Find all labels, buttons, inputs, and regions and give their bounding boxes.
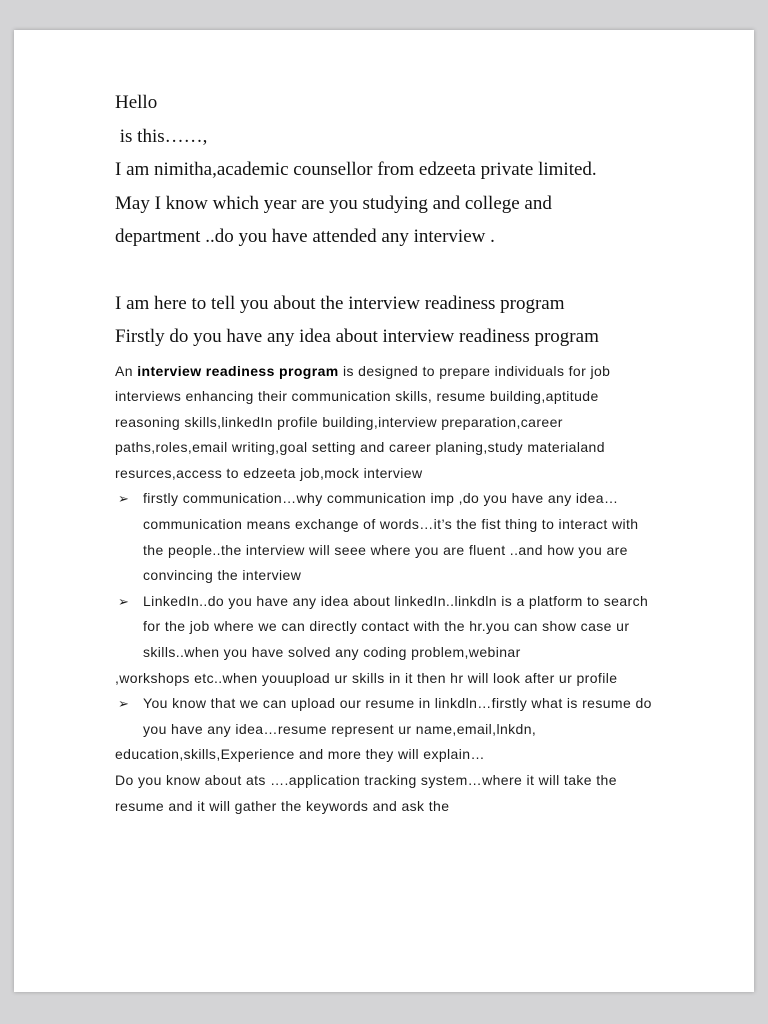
bullet-text-communication: firstly communication…why communication imp ,do you have any idea…communication means exchange of words…it’s the fist thing to interact with the people..the interview will seee where you are fluent ..and how you are convincing the interview xyxy=(143,490,639,584)
bullet-item-communication xyxy=(115,486,655,588)
continuation-workshops: ,workshops etc..when youupload ur skills in it then hr will look after ur profile xyxy=(115,669,618,686)
intro-line-5: department ..do you have attended any interview . xyxy=(115,226,495,247)
intro-line-4: May I know which year are you studying and college and xyxy=(115,192,552,214)
section-line-1: I am here to tell you about the interview readiness program xyxy=(115,292,565,314)
intro-line-1: Hello xyxy=(115,92,158,113)
description-prefix: An xyxy=(115,362,138,379)
program-description-paragraph xyxy=(115,359,655,487)
bullet-text-resume: You know that we can upload our resume in linkdln…firstly what is resume do you have any idea…resume represent ur name,email,lnkdn, xyxy=(143,695,652,737)
intro-line-3: I am nimitha,academic counsellor from edzeeta private limited. xyxy=(115,159,597,180)
bullet-item-linkedin xyxy=(115,589,655,666)
bullet-item-resume xyxy=(115,691,655,742)
document-page xyxy=(14,30,754,992)
arrow-bullet-icon: ➢ xyxy=(118,491,130,507)
arrow-bullet-icon: ➢ xyxy=(118,696,130,712)
paragraph-spacer xyxy=(115,254,654,287)
continuation-ats: Do you know about ats ….application tracking system…where it will take the resume and it will gather the keywords and ask the xyxy=(115,772,617,814)
continuation-education: education,skills,Experience and more they will explain… xyxy=(115,746,485,763)
description-bold-phrase: interview readiness program xyxy=(137,362,339,379)
arrow-bullet-icon: ➢ xyxy=(118,593,130,609)
description-suffix: is designed to prepare individuals for job interviews enhancing their communication skills, resume building,aptitude reasoning skills,linkedIn profile building,interview preparation,career paths,roles,email writing,goal setting and career planing,study materialand resurces,access to edzeeta job,mock interview xyxy=(115,362,611,481)
bullet-text-linkedin: LinkedIn..do you have any idea about linkedIn..linkdln is a platform to search for the job where we can directly contact with the hr.you can show case ur skills..when you have solved any coding problem,webinar xyxy=(143,592,649,661)
section-line-2: Firstly do you have any idea about interview readiness program xyxy=(115,326,599,347)
intro-line-2: is this……, xyxy=(115,125,208,147)
